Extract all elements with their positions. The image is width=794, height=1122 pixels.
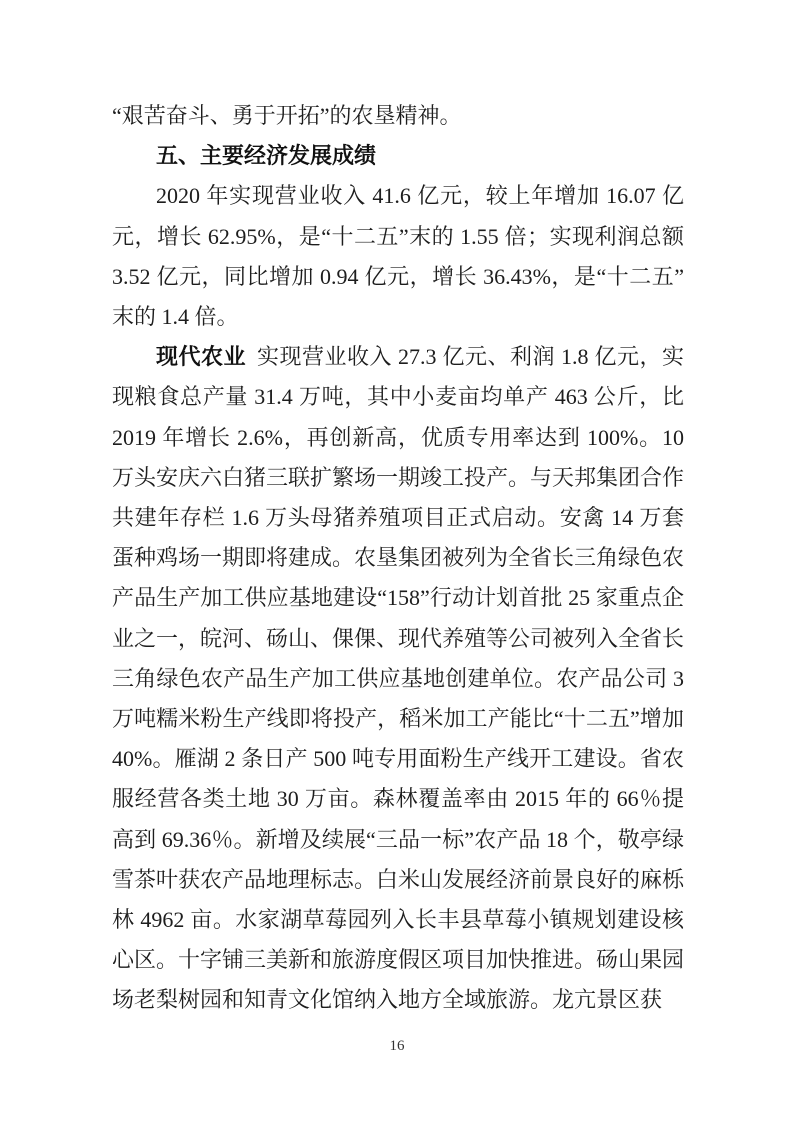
- paragraph-modern-agriculture: [112, 337, 684, 1020]
- paragraph-economic-summary: 2020 年实现营业收入 41.6 亿元，较上年增加 16.07 亿元，增长 62.95%，是“十二五”末的 1.55 倍；实现利润总额 3.52 亿元，同比增加 0.94 亿元，增长 36.43%，是“十二五”末的 1.4 倍。: [112, 183, 684, 330]
- section-heading: 五、主要经济发展成绩: [156, 143, 377, 169]
- paragraph-spirit-continuation: “艰苦奋斗、勇于开拓”的农垦精神。: [112, 103, 462, 128]
- document-body: [112, 96, 684, 1021]
- page-number: 16: [389, 1038, 405, 1054]
- paragraph-text-modern-agriculture: 实现营业收入 27.3 亿元、利润 1.8 亿元，实现粮食总产量 31.4 万吨，其中小麦亩均单产 463 公斤，比 2019 年增长 2.6%，再创新高，优质专用率达到 100%。10 万头安庆六白猪三联扩繁场一期竣工投产。与天邦集团合作共建年存栏 1.6 万头母猪养殖项目正式启动。安禽 14 万套蛋种鸡场一期即将建成。农垦集团被列为全省长三角绿色农产品生产加工供应基地建设“158”行动计划首批 25 家重点企业之一，皖河、砀山、倮倮、现代养殖等公司被列入全省长三角绿色农产品生产加工供应基地创建单位。农产品公司 3 万吨糯米粉生产线即将投产，稻米加工产能比“十二五”增加 40%。雁湖 2 条日产 500 吨专用面粉生产线开工建设。省农服经营各类土地 30 万亩。森林覆盖率由 2015 年的 66％提高到 69.36％。新增及续展“三品一标”农产品 18 个，敬亭绿雪茶叶获农产品地理标志。白米山发展经济前景良好的麻栎林 4962 亩。水家湖草莓园列入长丰县草莓小镇规划建设核心区。十字铺三美新和旅游度假区项目加快推进。砀山果园场老梨树园和知青文化馆纳入地方全域旅游。龙亢景区获: [112, 344, 685, 1013]
- paragraph-lead-modern-agriculture: 现代农业: [156, 344, 246, 370]
